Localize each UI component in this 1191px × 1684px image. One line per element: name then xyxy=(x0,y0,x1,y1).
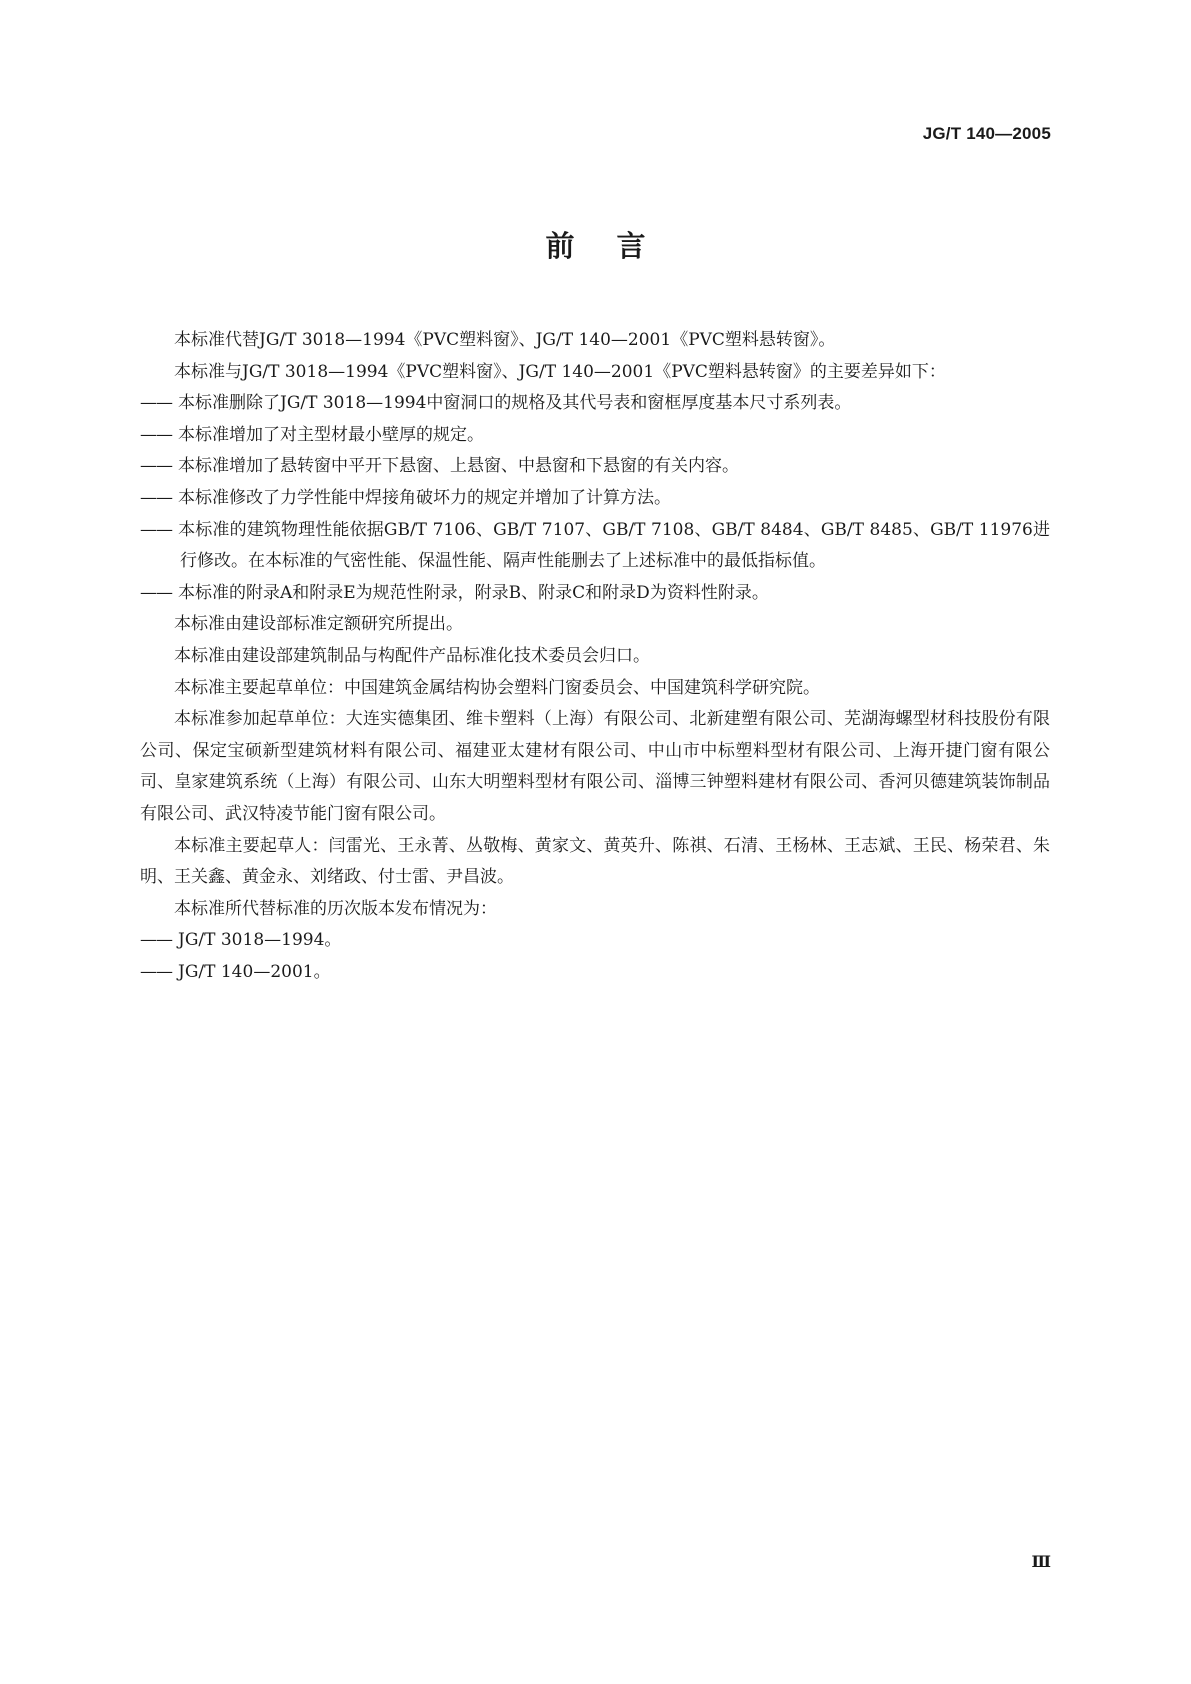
list-item xyxy=(140,515,1050,578)
paragraph-main-drafters: 本标准主要起草人：闫雷光、王永菁、丛敬梅、黄家文、黄英升、陈祺、石清、王杨林、王志斌、王民、杨荣君、朱明、王关鑫、黄金永、刘绪政、付士雷、尹昌波。 xyxy=(140,835,1050,888)
list-item-text: 本标准的建筑物理性能依据GB/T 7106、GB/T 7107、GB/T 7108、GB/T 8484、GB/T 8485、GB/T 11976进行修改。在本标准的气密性能、保温性能、隔声性能删去了上述标准中的最低指标值。 xyxy=(178,519,1050,572)
dash-symbol: —— xyxy=(140,961,172,982)
dash-symbol: —— xyxy=(140,456,172,477)
foreword-body xyxy=(140,325,1050,988)
paragraph-main-drafters-units: 本标准主要起草单位：中国建筑金属结构协会塑料门窗委员会、中国建筑科学研究院。 xyxy=(174,677,820,698)
list-item xyxy=(140,957,1050,989)
dash-symbol: —— xyxy=(140,582,172,603)
page-title: 前言 xyxy=(545,229,688,263)
dash-symbol: —— xyxy=(140,487,172,508)
list-item-text: 本标准增加了悬转窗中平开下悬窗、上悬窗、中悬窗和下悬窗的有关内容。 xyxy=(178,456,739,477)
list-item-text: 本标准删除了JG/T 3018—1994中窗洞口的规格及其代号表和窗框厚度基本尺寸系列表。 xyxy=(178,393,852,414)
dash-symbol: —— xyxy=(140,930,172,951)
dash-symbol: —— xyxy=(140,393,172,414)
list-item xyxy=(140,925,1050,957)
paragraph-history-intro: 本标准所代替标准的历次版本发布情况为： xyxy=(174,898,497,919)
list-item-text: JG/T 3018—1994。 xyxy=(178,930,342,951)
paragraph-replaces: 本标准代替JG/T 3018—1994《PVC塑料窗》、JG/T 140—2001《PVC塑料悬转窗》。 xyxy=(174,330,836,350)
list-item-text: 本标准的附录A和附录E为规范性附录，附录B、附录C和附录D为资料性附录。 xyxy=(178,582,769,603)
dash-symbol: —— xyxy=(140,519,172,540)
paragraph-administrator: 本标准由建设部建筑制品与构配件产品标准化技术委员会归口。 xyxy=(174,645,650,666)
list-item-text: JG/T 140—2001。 xyxy=(178,961,331,982)
list-item xyxy=(140,420,1050,452)
document-code: JG/T 140—2005 xyxy=(922,124,1051,143)
page-number: Ⅲ xyxy=(1031,1552,1051,1571)
dash-symbol: —— xyxy=(140,424,172,445)
paragraph-participating-units: 本标准参加起草单位：大连实德集团、维卡塑料（上海）有限公司、北新建塑有限公司、芜湖海螺型材科技股份有限公司、保定宝硕新型建筑材料有限公司、福建亚太建材有限公司、中山市中标塑料型材有限公司、上海开捷门窗有限公司、皇家建筑系统（上海）有限公司、山东大明塑料型材有限公司、淄博三钟塑料建材有限公司、香河贝德建筑装饰制品有限公司、武汉特凌节能门窗有限公司。 xyxy=(140,709,1050,824)
list-item xyxy=(140,451,1050,483)
paragraph-proposer: 本标准由建设部标准定额研究所提出。 xyxy=(174,614,463,635)
list-item xyxy=(140,483,1050,515)
paragraph-differences-intro: 本标准与JG/T 3018—1994《PVC塑料窗》、JG/T 140—2001《PVC塑料悬转窗》的主要差异如下： xyxy=(174,361,946,382)
list-item xyxy=(140,578,1050,610)
list-item-text: 本标准修改了力学性能中焊接角破坏力的规定并增加了计算方法。 xyxy=(178,487,671,508)
list-item xyxy=(140,388,1050,420)
list-item-text: 本标准增加了对主型材最小壁厚的规定。 xyxy=(178,424,484,445)
